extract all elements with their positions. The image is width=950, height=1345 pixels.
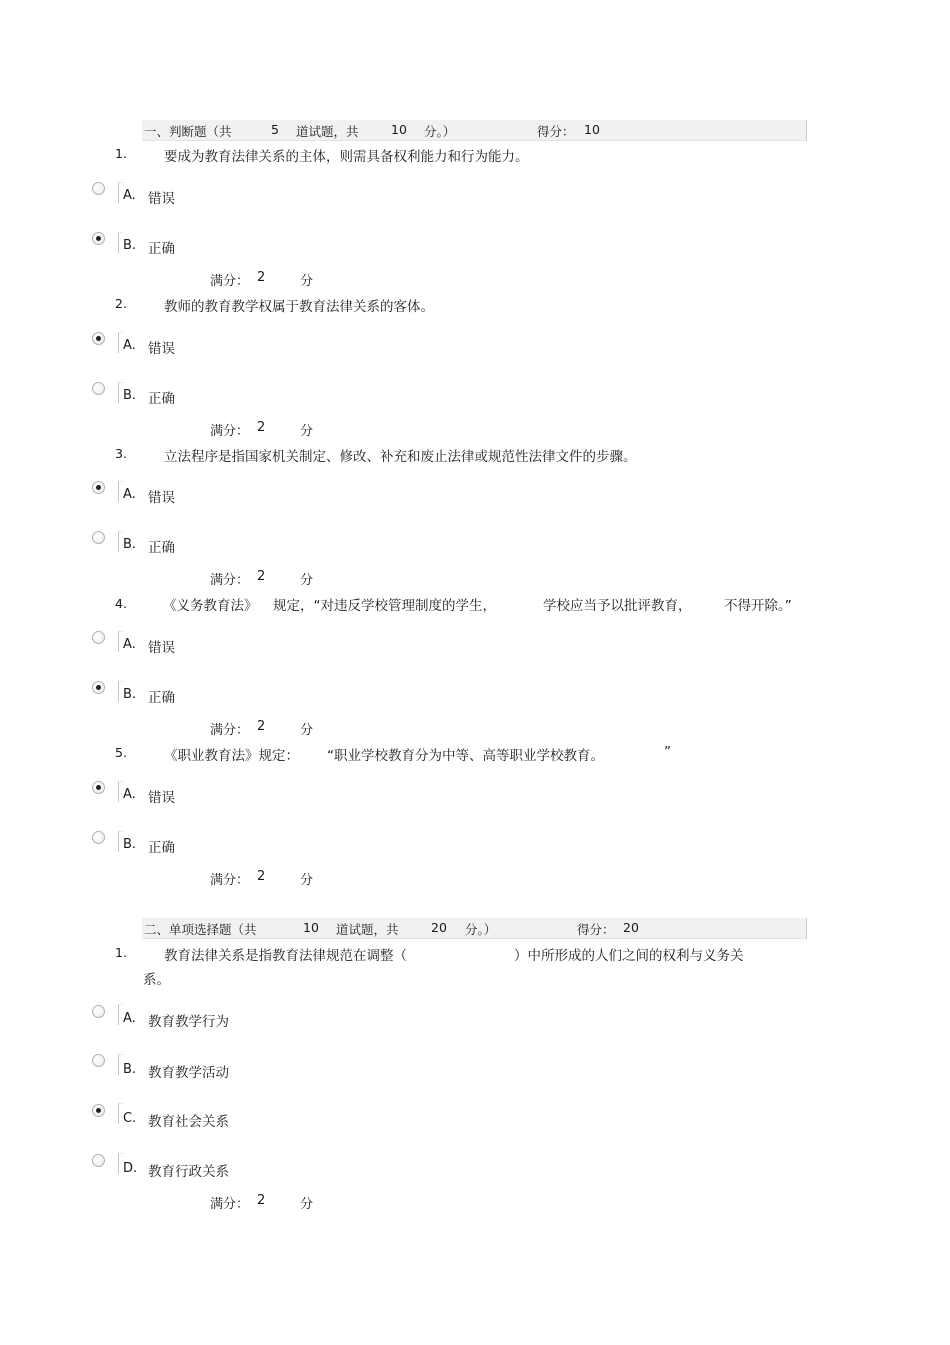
option-text: 错误 <box>148 191 175 207</box>
radio-s2q1-d[interactable] <box>92 1154 105 1167</box>
question-text-part: 系。 <box>143 972 170 988</box>
full-score-value: 2 <box>257 719 266 734</box>
full-score-unit: 分 <box>300 274 314 289</box>
radio-q5-b[interactable] <box>92 831 105 844</box>
full-score-unit: 分 <box>300 873 314 888</box>
radio-q1-b[interactable] <box>92 232 105 245</box>
question-text-part: ” <box>664 744 671 760</box>
question-text-part: 《义务教育法》 <box>163 598 258 614</box>
radio-q1-a[interactable] <box>92 182 105 195</box>
score-value: 10 <box>584 122 600 137</box>
option-letter: C. <box>123 1111 137 1126</box>
option-text: 教育教学活动 <box>148 1065 229 1081</box>
option-letter: A. <box>123 637 136 652</box>
radio-q4-b[interactable] <box>92 681 105 694</box>
option-letter: B. <box>123 687 137 702</box>
radio-s2q1-a[interactable] <box>92 1005 105 1018</box>
question-number: 2. <box>115 296 127 311</box>
full-score-value: 2 <box>257 569 266 584</box>
option-text: 正确 <box>148 540 175 556</box>
total-points: 10 <box>391 122 407 137</box>
full-score-label: 满分： <box>210 723 250 738</box>
full-score-label: 满分： <box>210 573 250 588</box>
section-title: 二、单项选择题（共 <box>144 922 257 937</box>
option-text: 正确 <box>148 690 175 706</box>
question-text-part: “职业学校教育分为中等、高等职业学校教育。 <box>327 748 604 764</box>
question-text-part: 教育法律关系是指教育法律规范在调整（ <box>164 948 407 964</box>
full-score-value: 2 <box>257 270 266 285</box>
option-letter: B. <box>123 1062 137 1077</box>
option-letter: A. <box>123 787 136 802</box>
question-number: 3. <box>115 446 127 461</box>
option-text: 教育社会关系 <box>148 1114 229 1130</box>
question-text-part: ）中所形成的人们之间的权利与义务关 <box>514 948 744 964</box>
option-letter: A. <box>123 1011 136 1026</box>
option-text: 错误 <box>148 640 175 656</box>
section-header-single-choice <box>142 918 807 939</box>
option-text: 错误 <box>148 490 175 506</box>
option-text: 正确 <box>148 241 175 257</box>
score-label: 得分： <box>537 124 575 139</box>
full-score-label: 满分： <box>210 1197 250 1212</box>
option-letter: D. <box>123 1161 138 1176</box>
question-text: 要成为教育法律关系的主体，则需具备权利能力和行为能力。 <box>164 149 529 165</box>
full-score-value: 2 <box>257 1193 266 1208</box>
question-number: 1. <box>115 146 127 161</box>
option-text: 教育行政关系 <box>148 1164 229 1180</box>
full-score-value: 2 <box>257 420 266 435</box>
radio-q3-b[interactable] <box>92 531 105 544</box>
full-score-unit: 分 <box>300 723 314 738</box>
total-points: 20 <box>431 920 447 935</box>
radio-q5-a[interactable] <box>92 781 105 794</box>
question-text-part: 《职业教育法》规定： <box>164 748 299 764</box>
question-number: 1. <box>115 945 127 960</box>
total-points-unit: 分。） <box>424 124 456 139</box>
question-count: 5 <box>271 122 279 137</box>
question-number: 4. <box>115 596 127 611</box>
full-score-label: 满分： <box>210 274 250 289</box>
section-title: 一、判断题（共 <box>144 124 232 139</box>
radio-s2q1-b[interactable] <box>92 1054 105 1067</box>
radio-q4-a[interactable] <box>92 631 105 644</box>
score-label: 得分： <box>577 922 615 937</box>
question-text: 立法程序是指国家机关制定、修改、补充和废止法律或规范性法律文件的步骤。 <box>164 449 637 465</box>
option-text: 错误 <box>148 341 175 357</box>
full-score-unit: 分 <box>300 573 314 588</box>
full-score-value: 2 <box>257 869 266 884</box>
option-text: 教育教学行为 <box>148 1014 229 1030</box>
question-number: 5. <box>115 745 127 760</box>
option-letter: B. <box>123 537 137 552</box>
score-value: 20 <box>623 920 639 935</box>
question-count-unit: 道试题，共 <box>336 922 399 937</box>
option-letter: A. <box>123 487 136 502</box>
radio-q2-a[interactable] <box>92 332 105 345</box>
option-letter: B. <box>123 388 137 403</box>
option-letter: B. <box>123 837 137 852</box>
option-text: 错误 <box>148 790 175 806</box>
full-score-unit: 分 <box>300 1197 314 1212</box>
section-header-judgement <box>142 120 807 141</box>
option-letter: A. <box>123 188 136 203</box>
question-text-part: 不得开除。” <box>724 598 792 614</box>
total-points-unit: 分。） <box>465 922 497 937</box>
option-text: 正确 <box>148 840 175 856</box>
radio-q2-b[interactable] <box>92 382 105 395</box>
radio-s2q1-c[interactable] <box>92 1104 105 1117</box>
full-score-label: 满分： <box>210 873 250 888</box>
full-score-label: 满分： <box>210 424 250 439</box>
question-count: 10 <box>303 920 319 935</box>
question-text-part: 学校应当予以批评教育， <box>543 598 692 614</box>
question-count-unit: 道试题，共 <box>296 124 359 139</box>
question-text: 教师的教育教学权属于教育法律关系的客体。 <box>164 299 434 315</box>
option-letter: A. <box>123 338 136 353</box>
radio-q3-a[interactable] <box>92 481 105 494</box>
full-score-unit: 分 <box>300 424 314 439</box>
option-letter: B. <box>123 238 137 253</box>
option-text: 正确 <box>148 391 175 407</box>
question-text-part: 规定，“对违反学校管理制度的学生， <box>273 598 496 614</box>
